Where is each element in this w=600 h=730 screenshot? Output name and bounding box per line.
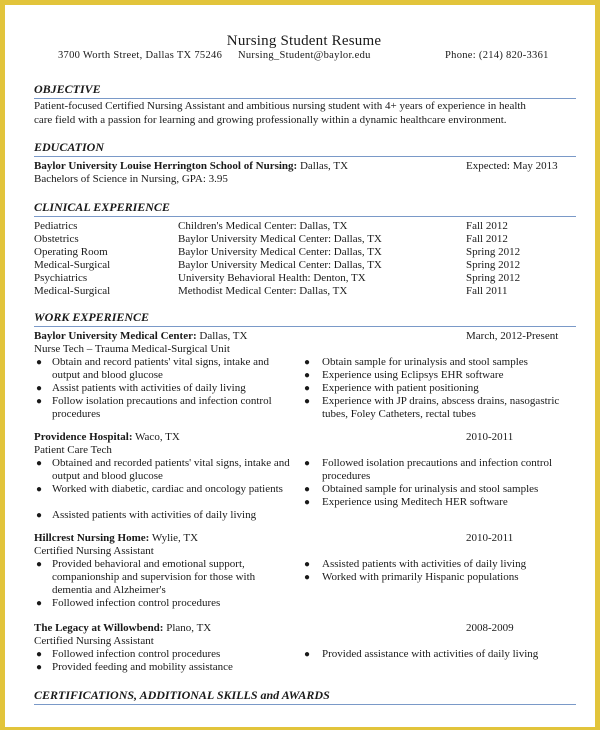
clinical-term: Spring 2012 [466, 259, 521, 271]
job-duty: Obtain and record patients' vital signs, intake and output and blood glucose [52, 356, 270, 381]
job-duty: Obtain sample for urinalysis and stool samples [322, 356, 528, 368]
job-role: Patient Care Tech [34, 444, 112, 456]
bullet-icon: ● [36, 510, 43, 521]
clinical-area: Psychiatrics [34, 272, 88, 284]
bullet-icon: ● [304, 458, 311, 469]
address: 3700 Worth Street, Dallas TX 75246 [58, 50, 223, 61]
clinical-term: Fall 2012 [466, 233, 508, 245]
work-heading: WORK EXPERIENCE [34, 310, 150, 324]
objective-rule [34, 98, 576, 99]
email[interactable]: Nursing_Student@baylor.edu [238, 50, 371, 61]
job-duty: Obtained and recorded patients' vital signs, intake and output and blood glucose [52, 457, 290, 482]
clinical-place: Baylor University Medical Center: Dallas, TX [178, 233, 382, 245]
job-duty: Provided feeding and mobility assistance [52, 661, 233, 673]
education-date: Expected: May 2013 [466, 160, 558, 172]
work-rule [34, 326, 576, 327]
clinical-area: Medical-Surgical [34, 259, 111, 271]
clinical-area: Pediatrics [34, 220, 78, 232]
education-heading: EDUCATION [34, 140, 105, 154]
job-role: Certified Nursing Assistant [34, 545, 154, 557]
education-degree: Bachelors of Science in Nursing, GPA: 3.95 [34, 173, 228, 185]
clinical-place: Baylor University Medical Center: Dallas, TX [178, 259, 382, 271]
job-dates: 2008-2009 [466, 622, 514, 634]
bullet-icon: ● [304, 649, 311, 660]
job-dates: 2010-2011 [466, 431, 514, 443]
clinical-area: Medical-Surgical [34, 285, 111, 297]
bullet-icon: ● [36, 559, 43, 570]
bullet-icon: ● [36, 649, 43, 660]
job-employer: Providence Hospital: [34, 431, 133, 443]
clinical-area: Operating Room [34, 246, 108, 258]
school-name: Baylor University Louise Herrington School of Nursing: [34, 160, 298, 172]
job-duty: Worked with primarily Hispanic populations [322, 571, 519, 583]
job-dates: 2010-2011 [466, 532, 514, 544]
job-employer: Hillcrest Nursing Home: [34, 532, 150, 544]
clinical-area: Obstetrics [34, 233, 79, 245]
job-duty: Followed infection control procedures [52, 597, 221, 609]
bullet-icon: ● [36, 396, 43, 407]
education-school-line [34, 160, 348, 173]
clinical-rule [34, 216, 576, 217]
job-duty: Assisted patients with activities of daily living [52, 509, 257, 521]
job-duty: Followed isolation precautions and infection control procedures [322, 457, 553, 482]
school-location: Dallas, TX [299, 160, 349, 172]
objective-heading: OBJECTIVE [34, 82, 101, 96]
bullet-icon: ● [304, 572, 311, 583]
job-employer-line [34, 532, 198, 545]
job-duty: Experience using Meditech HER software [322, 496, 508, 508]
bullet-icon: ● [304, 484, 311, 495]
phone: Phone: (214) 820-3361 [445, 50, 549, 61]
clinical-place: Children's Medical Center: Dallas, TX [178, 220, 348, 232]
bullet-icon: ● [304, 370, 311, 381]
job-duty: Assist patients with activities of daily living [52, 382, 246, 394]
clinical-term: Spring 2012 [466, 272, 521, 284]
clinical-term: Fall 2011 [466, 285, 508, 297]
clinical-place: Baylor University Medical Center: Dallas, TX [178, 246, 382, 258]
job-employer: Baylor University Medical Center: [34, 330, 197, 342]
job-duty: Worked with diabetic, cardiac and oncology patients [52, 483, 283, 495]
resume-title: Nursing Student Resume [226, 33, 382, 49]
bullet-icon: ● [304, 497, 311, 508]
job-duty: Experience with patient positioning [322, 382, 479, 394]
job-location: Waco, TX [135, 431, 180, 443]
bullet-icon: ● [304, 383, 311, 394]
job-duty: Obtained sample for urinalysis and stool samples [322, 483, 539, 495]
bullet-icon: ● [36, 662, 43, 673]
bullet-icon: ● [304, 559, 311, 570]
job-employer-line [34, 330, 247, 343]
bullet-icon: ● [36, 458, 43, 469]
job-role: Nurse Tech – Trauma Medical-Surgical Unit [34, 343, 230, 355]
job-duty: Provided assistance with activities of daily living [322, 648, 539, 660]
clinical-place: Methodist Medical Center: Dallas, TX [178, 285, 348, 297]
education-rule [34, 156, 576, 157]
certifications-rule [34, 704, 576, 705]
clinical-term: Spring 2012 [466, 246, 521, 258]
bullet-icon: ● [304, 396, 311, 407]
job-location: Plano, TX [166, 622, 212, 634]
job-duty: Experience with JP drains, abscess drains, nasogastric tubes, Foley Catheters, rectal tubes [322, 395, 560, 420]
certifications-heading: CERTIFICATIONS, ADDITIONAL SKILLS and AWARDS [34, 688, 330, 702]
job-duty: Assisted patients with activities of daily living [322, 558, 527, 570]
job-employer-line [34, 431, 180, 444]
job-duty: Followed infection control procedures [52, 648, 221, 660]
clinical-heading: CLINICAL EXPERIENCE [34, 200, 170, 214]
bullet-icon: ● [36, 383, 43, 394]
bullet-icon: ● [36, 357, 43, 368]
clinical-place: University Behavioral Health: Denton, TX [178, 272, 366, 284]
job-location: Wylie, TX [151, 532, 199, 544]
job-role: Certified Nursing Assistant [34, 635, 154, 647]
clinical-term: Fall 2012 [466, 220, 508, 232]
job-location: Dallas, TX [199, 330, 248, 342]
job-employer-line [34, 622, 211, 635]
objective-line-1: Patient-focused Certified Nursing Assistant and ambitious nursing student with 4+ years of experience in health [34, 100, 526, 112]
job-duty: Provided behavioral and emotional support, companionship and supervision for those with dementia and Alzheimer's [52, 558, 256, 596]
bullet-icon: ● [36, 598, 43, 609]
job-dates: March, 2012-Present [466, 330, 559, 342]
bullet-icon: ● [36, 484, 43, 495]
job-employer: The Legacy at Willowbend: [34, 622, 164, 634]
job-duty: Experience using Eclipsys EHR software [322, 369, 504, 381]
objective-line-2: care field with a passion for learning and growing professionally within a dynamic healthcare environment. [34, 114, 507, 126]
job-duty: Follow isolation precautions and infection control procedures [52, 395, 272, 420]
bullet-icon: ● [304, 357, 311, 368]
